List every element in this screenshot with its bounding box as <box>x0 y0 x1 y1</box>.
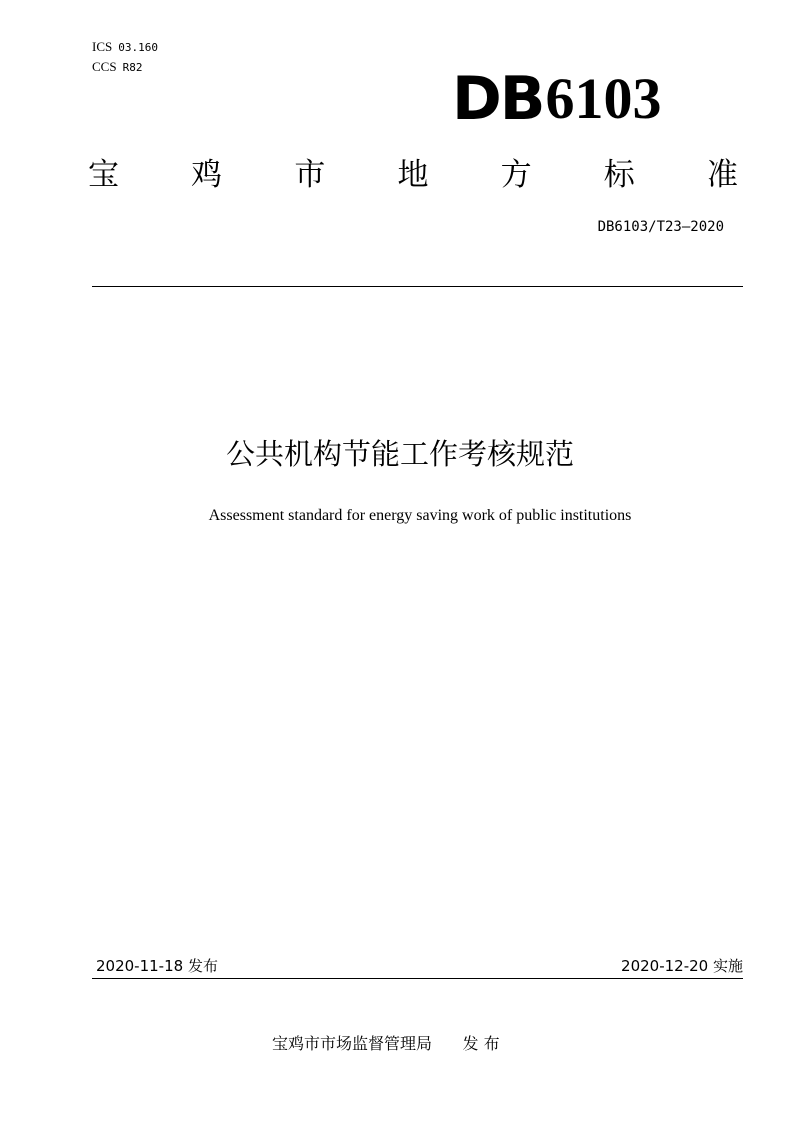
db-logo-prefix: DB <box>452 64 544 134</box>
ics-code: 03.160 <box>118 41 158 54</box>
publisher-line <box>272 1034 500 1054</box>
standard-type-char: 鸡 <box>191 156 223 193</box>
publisher-org: 宝鸡市市场监督管理局 <box>272 1034 433 1053</box>
document-title-en: Assessment standard for energy saving work of public institutions <box>208 507 632 524</box>
issue-date: 2020-11-18 发布 <box>96 957 218 975</box>
footer-divider <box>92 978 743 979</box>
ccs-code: R82 <box>122 61 143 74</box>
ics-classification <box>92 39 158 56</box>
standard-number: DB6103/T23—2020 <box>597 219 724 235</box>
standard-type-char: 市 <box>294 156 326 193</box>
standard-type-char: 标 <box>603 156 635 193</box>
standard-type-char: 准 <box>706 156 738 193</box>
standard-type-heading <box>88 150 738 200</box>
db-standard-logo <box>452 64 712 134</box>
standard-type-char: 宝 <box>88 156 119 193</box>
standard-type-char: 地 <box>397 156 429 193</box>
ccs-classification <box>92 59 142 76</box>
document-title-zh: 公共机构节能工作考核规范 <box>225 437 574 471</box>
effective-date: 2020-12-20 实施 <box>621 957 743 975</box>
ccs-label: CCS <box>92 59 117 74</box>
header-divider <box>92 286 743 287</box>
publisher-action: 发 布 <box>462 1034 500 1053</box>
ics-label: ICS <box>92 39 113 54</box>
db-logo-number: 6103 <box>545 66 662 131</box>
standard-type-char: 方 <box>500 156 532 193</box>
